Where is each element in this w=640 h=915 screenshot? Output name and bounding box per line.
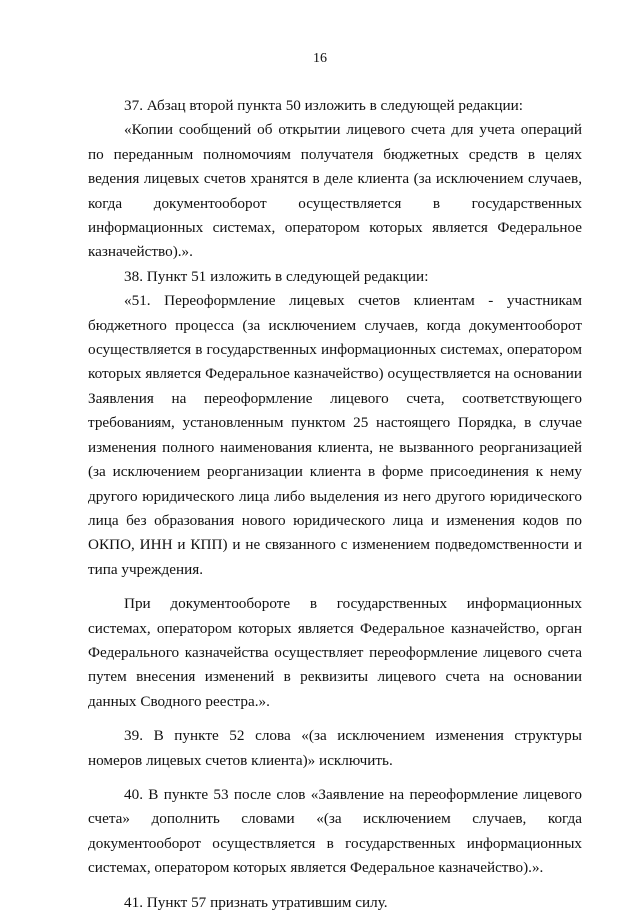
paragraph-item-41: 41. Пункт 57 признать утратившим силу. bbox=[124, 893, 388, 911]
paragraph-item-39: 39. В пункте 52 слова «(за исключением изменения структуры номеров лицевых счетов клиента)» исключить. bbox=[88, 727, 582, 769]
paragraph-item-38: 38. Пункт 51 изложить в следующей редакции: bbox=[124, 267, 429, 285]
paragraph-item-37: 37. Абзац второй пункта 50 изложить в следующей редакции: bbox=[124, 97, 524, 114]
paragraph-document-flow: При документообороте в государственных информационных системах, оператором которых является Федеральное казначейство, орган Федерального казначейства осуществляет переоформление лицевого счета путем внесения изменений в реквизиты лицевого счета на основании данных Сводного реестра.». bbox=[88, 595, 582, 710]
document-body bbox=[88, 94, 582, 915]
page-number: 16 bbox=[313, 51, 327, 66]
quoted-paragraph-51: «51. Переоформление лицевых счетов клиентам - участникам бюджетного процесса (за исключением случаев, когда документооборот осуществляется в государственных информационных системах, оператором которых является Федеральное казначейство) осуществляется на основании Заявления на переоформление лицевого счета, соответствующего требованиям, установленным пунктом 25 настоящего Порядка, в случае изменения полного наименования клиента, не вызванного реорганизацией (за исключением реорганизации клиента в форме присоединения к нему другого юридического лица либо выделения из него другого юридического лица без образования нового юридического лица и изменения кодов по ОКПО, ИНН и КПП) и не связанного с изменением подведомственности и типа учреждения. bbox=[88, 292, 582, 578]
quoted-paragraph-50: «Копии сообщений об открытии лицевого счета для учета операций по переданным полномочиям получателя бюджетных средств в целях ведения лицевых счетов хранятся в деле клиента (за исключением случаев, когда документооборот осуществляется в государственных информационных системах, оператором которых является Федеральное казначейство).». bbox=[88, 121, 582, 261]
paragraph-item-40: 40. В пункте 53 после слов «Заявление на переоформление лицевого счета» дополнить словами «(за исключением случаев, когда документооборот осуществляется в государственных информационных системах, оператором которых является Федеральное казначейство).». bbox=[88, 785, 582, 877]
